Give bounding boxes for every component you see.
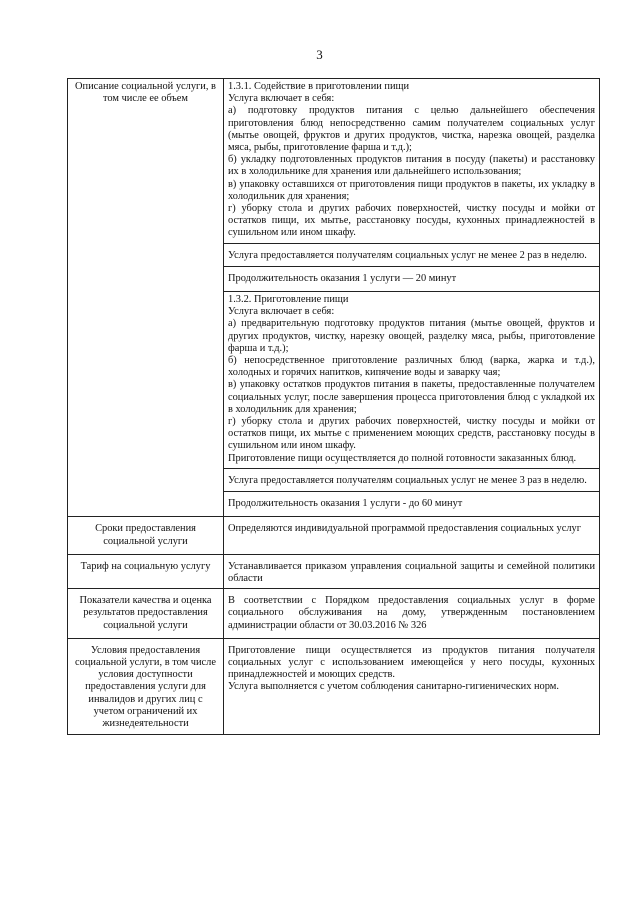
service-2-item-c: в) упаковку остатков продуктов питания в пакеты, предоставленные получателем социальных услуг, после завершения процесса приготовления блюд с укладкой их в холодильник для хранения;: [228, 379, 595, 415]
service-table: [67, 78, 600, 735]
service-2-item-b: б) непосредственное приготовление различных блюд (варка, жарка и т.д.), холодных и горячих напитков, кипячение воды и заварку чая;: [228, 355, 595, 379]
service-1-cell: [224, 79, 600, 244]
table-row: [68, 517, 600, 554]
service-2-frequency: Услуга предоставляется получателям социальных услуг не менее 3 раз в неделю.: [224, 468, 600, 491]
table-row: [68, 554, 600, 588]
table-row: [68, 79, 600, 244]
tariff-label: Тариф на социальную услугу: [68, 554, 224, 588]
service-2-item-d: г) уборку стола и других рабочих поверхностей, чистку посуды и мойки от остатков пищи, их мытье с применением моющих средств, расстановку посуды в сушильном или ином шкафу.: [228, 416, 595, 452]
quality-label: Показатели качества и оценка результатов предоставления социальной услуги: [68, 589, 224, 639]
conditions-cell: [224, 638, 600, 734]
conditions-value-2: Услуга выполняется с учетом соблюдения санитарно-гигиенических норм.: [228, 681, 559, 693]
service-1-item-a: а) подготовку продуктов питания с целью дальнейшего обеспечения приготовления блюд непосредственно самим получателем социальных услуг (мытье овощей, фруктов и других продуктов, чистка, нарезка овощей, разделка мяса, рыбы, приготовление фарша и т.д.);: [228, 105, 595, 154]
service-1-item-b: б) укладку подготовленных продуктов питания в посуду (пакеты) и расстановку их в холодильнике для хранения или дальнейшего использования;: [228, 154, 595, 178]
description-label-cell: [68, 79, 224, 517]
terms-value: Определяются индивидуальной программой предоставления социальных услуг: [224, 517, 600, 554]
service-2-cell: [224, 292, 600, 469]
service-1-item-d: г) уборку стола и других рабочих поверхностей, чистку посуды и мойки от остатков пищи, их мытье, расстановку посуды, кухонных принадлежностей в сушильном или ином шкафу.: [228, 203, 595, 239]
service-1-item-c: в) упаковку оставшихся от приготовления пищи продуктов в пакеты, их укладку в холодильник для хранения;: [228, 178, 595, 202]
table-row: [68, 589, 600, 639]
service-1-frequency: Услуга предоставляется получателям социальных услуг не менее 2 раз в неделю.: [224, 243, 600, 266]
description-label: Описание социальной услуги, в том числе ее объем: [75, 81, 216, 105]
conditions-label: Условия предоставления социальной услуги, в том числе условия доступности предоставления услуги для инвалидов и других лиц с учетом ограничений их жизнедеятельности: [68, 638, 224, 734]
service-2-intro: Услуга включает в себя:: [228, 306, 335, 318]
service-2-title: 1.3.2. Приготовление пищи: [228, 294, 349, 306]
page-number: 3: [316, 47, 323, 62]
quality-value: В соответствии с Порядком предоставления социальных услуг в форме социального обслуживания на дому, утвержденным постановлением администрации области от 30.03.2016 № 326: [224, 589, 600, 639]
service-2-note: Приготовление пищи осуществляется до полной готовности заказанных блюд.: [228, 452, 577, 464]
service-2-duration: Продолжительность оказания 1 услуги - до 60 минут: [224, 492, 600, 517]
terms-label: Сроки предоставления социальной услуги: [68, 517, 224, 554]
service-1-title: 1.3.1. Содействие в приготовлении пищи: [228, 81, 410, 92]
service-2-item-a: а) предварительную подготовку продуктов питания (мытье овощей, фруктов и других продуктов, чистку, нарезку овощей, разделку мяса, рыбы, приготовление фарша и т.д.);: [228, 318, 595, 354]
service-1-duration: Продолжительность оказания 1 услуги — 20 минут: [224, 266, 600, 291]
tariff-value: Устанавливается приказом управления социальной защиты и семейной политики области: [224, 554, 600, 588]
service-1-intro: Услуга включает в себя:: [228, 93, 335, 105]
conditions-value-1: Приготовление пищи осуществляется из продуктов питания получателя социальных услуг с использованием имеющейся у него посуды, кухонных принадлежностей и моющих средств.: [228, 644, 595, 681]
table-row: [68, 638, 600, 734]
